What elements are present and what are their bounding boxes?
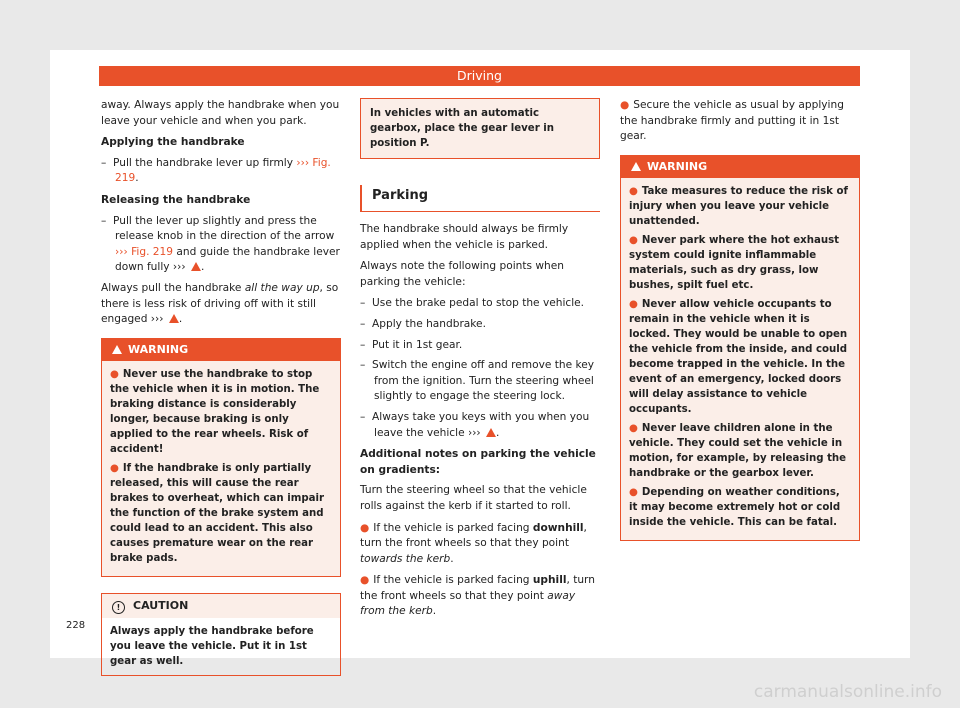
intro-paragraph: away. Always apply the handbrake when you leave your vehicle and when you park. — [101, 99, 340, 127]
automatic-gearbox-note: In vehicles with an automatic gearbox, place the gear lever in position P. — [360, 98, 600, 159]
caution-box — [101, 593, 341, 676]
warning-box-parking — [620, 155, 860, 541]
heading-applying-handbrake: Applying the handbrake — [101, 136, 245, 149]
parking-step: – Always take you keys with you when you leave the vehicle ››› . — [360, 410, 590, 439]
uphill-bullet: ● If the vehicle is parked facing uphill, turn the front wheels so that they point away from the kerb. — [360, 574, 595, 618]
heading-gradients: Additional notes on parking the vehicle on gradients: — [360, 448, 596, 476]
apply-step: – Pull the handbrake lever up firmly ››› Fig. 219. — [101, 156, 331, 185]
column-left — [101, 98, 341, 676]
watermark: carmanualsonline.info — [753, 682, 942, 702]
release-step: – Pull the lever up slightly and press the release knob in the direction of the arrow ››› Fig. 219 and guide the handbrake lever down fully ››› . — [101, 214, 340, 274]
warning-triangle-icon — [486, 428, 496, 437]
warning-item: ● Never use the handbrake to stop the vehicle when it is in motion. The braking distance is considerably longer, because braking is only applied to the rear wheels. Risk of accident! — [110, 368, 320, 455]
parking-step: – Use the brake pedal to stop the vehicle. — [360, 297, 585, 310]
always-pull-paragraph: Always pull the handbrake all the way up, so there is less risk of driving off with it still engaged ››› . — [101, 281, 339, 326]
warning-item: ● If the handbrake is only partially released, this will cause the rear brakes to overheat, which can impair the function of the brake system and could lead to an accident. This also causes premature wear on the rear brake pads. — [110, 462, 325, 564]
warning-item: ● Take measures to reduce the risk of injury when you leave your vehicle unattended. — [629, 185, 848, 227]
warning-item: ● Depending on weather conditions, it may become extremely hot or cold inside the vehicle. This can be fatal. — [629, 486, 841, 528]
heading-parking: Parking — [360, 185, 600, 212]
warning-triangle-icon — [169, 314, 179, 323]
parking-step: – Switch the engine off and remove the key from the ignition. Turn the steering wheel slightly to engage the steering lock. — [360, 359, 595, 403]
column-right — [620, 98, 860, 541]
secure-vehicle-bullet: ● Secure the vehicle as usual by applying the handbrake firmly and putting it in 1st gear. — [620, 99, 844, 143]
warning-header: WARNING — [621, 156, 859, 178]
page-number: 228 — [66, 620, 86, 631]
warning-body — [621, 178, 859, 540]
downhill-bullet: ● If the vehicle is parked facing downhill, turn the front wheels so that they point towards the kerb. — [360, 521, 587, 565]
caution-header: ! CAUTION — [102, 594, 340, 618]
warning-item: ● Never allow vehicle occupants to remain in the vehicle when it is locked. They would be unable to open the vehicle from the inside, and could become trapped in the vehicle. In the event of an emergency, locked doors will delay assistance to vehicle occupants. — [629, 298, 848, 415]
warning-triangle-icon — [631, 162, 641, 171]
parking-step: – Put it in 1st gear. — [360, 338, 463, 351]
gradients-paragraph: Turn the steering wheel so that the vehicle rolls against the kerb if it started to roll. — [360, 484, 587, 512]
warning-box-handbrake — [101, 338, 341, 577]
column-middle — [360, 98, 600, 626]
fig-reference-link[interactable]: ››› Fig. 219 — [115, 156, 331, 185]
fig-reference-link[interactable]: ››› Fig. 219 — [115, 245, 174, 258]
warning-triangle-icon — [112, 345, 122, 354]
parking-step: – Apply the handbrake. — [360, 317, 486, 330]
warning-body — [102, 361, 340, 576]
warning-item: ● Never leave children alone in the vehicle. They could set the vehicle in motion, for example, by releasing the handbrake or the gearbox lever. — [629, 422, 847, 479]
parking-points-intro: Always note the following points when parking the vehicle: — [360, 260, 564, 288]
heading-releasing-handbrake: Releasing the handbrake — [101, 193, 251, 206]
warning-item: ● Never park where the hot exhaust system could ignite inflammable materials, such as dry grass, low bushes, spilt fuel etc. — [629, 234, 840, 291]
caution-circle-icon: ! — [112, 601, 125, 614]
parking-paragraph: The handbrake should always be firmly applied when the vehicle is parked. — [360, 223, 569, 251]
manual-page — [50, 50, 910, 667]
warning-header: WARNING — [102, 339, 340, 361]
section-header: Driving — [99, 66, 860, 86]
caution-body: Always apply the handbrake before you leave the vehicle. Put it in 1st gear as well. — [110, 625, 314, 667]
warning-triangle-icon — [191, 262, 201, 271]
